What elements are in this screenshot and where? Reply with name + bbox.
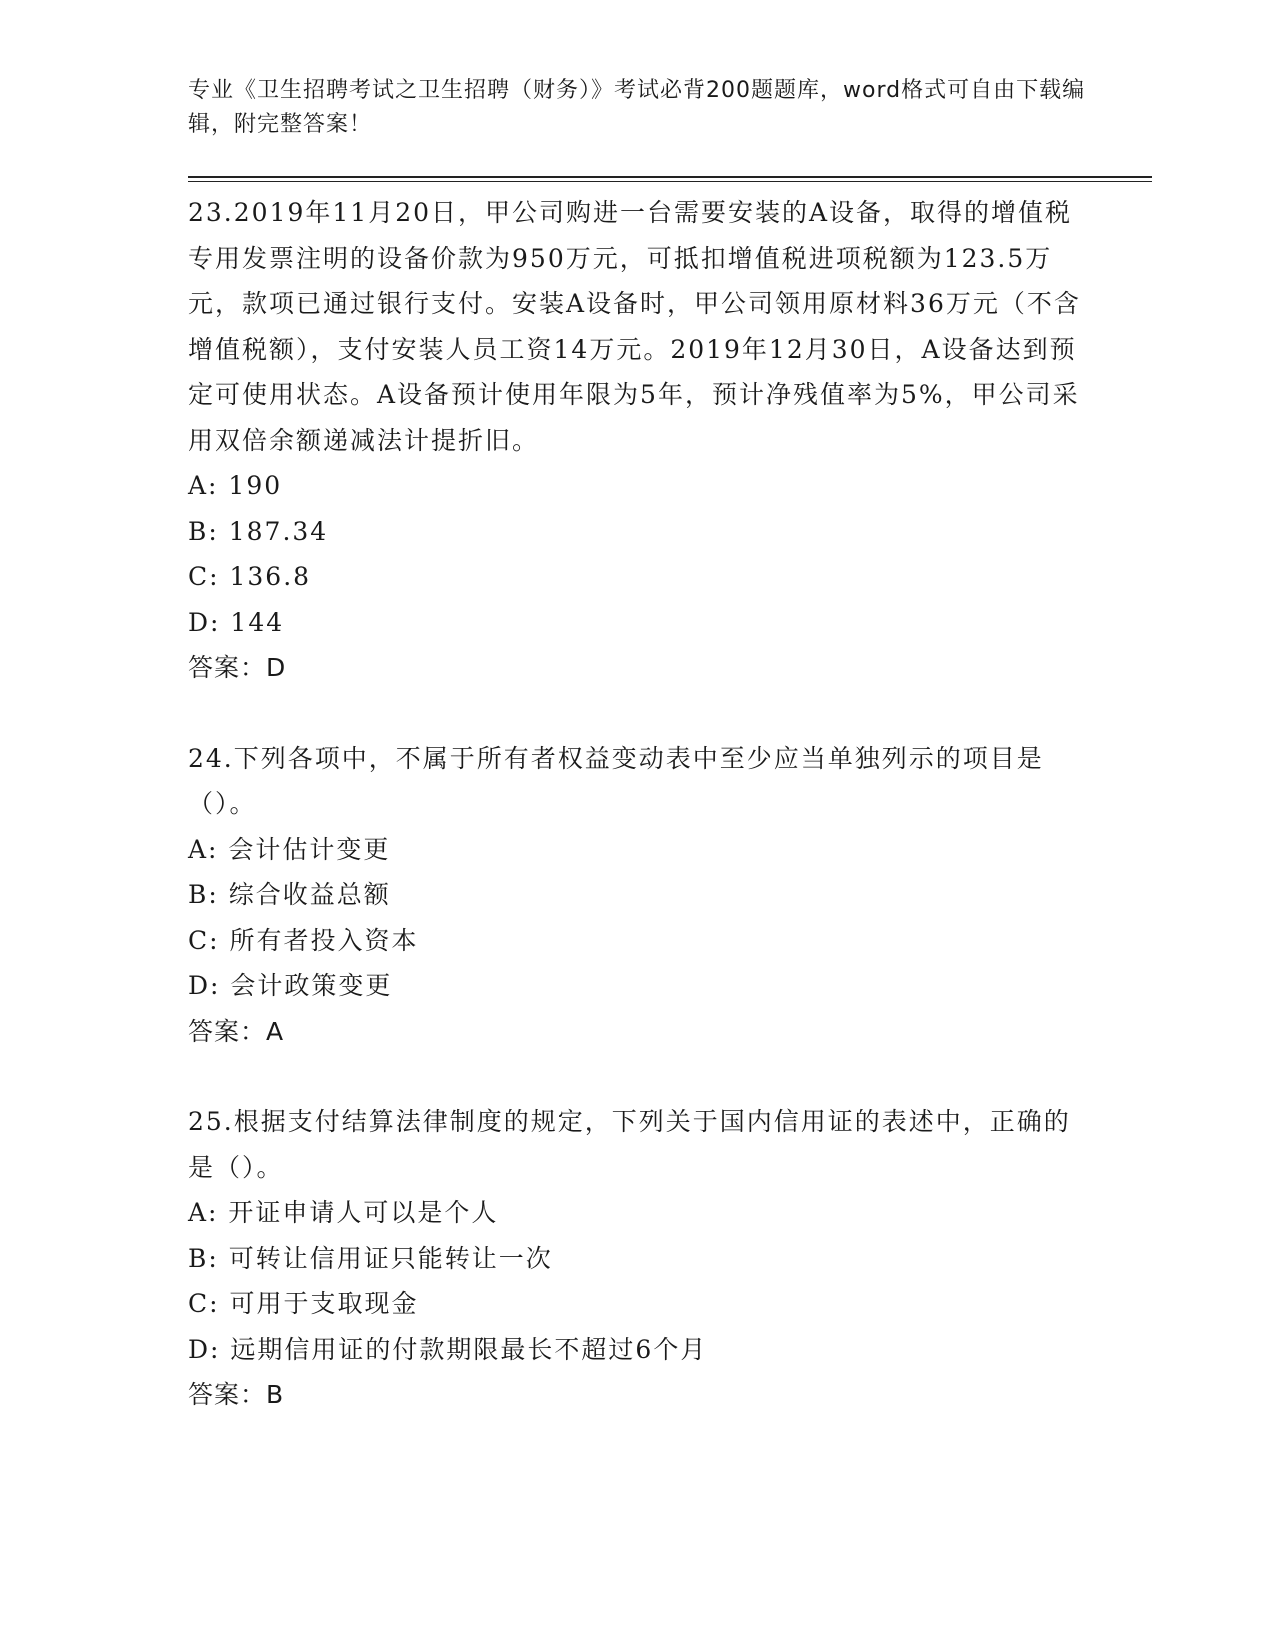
option-a: A: 会计估计变更 <box>188 834 391 864</box>
document-header: 专业《卫生招聘考试之卫生招聘（财务）》考试必背200题题库，word格式可自由下载编辑，附完整答案！ <box>188 78 1086 137</box>
option-c: C: 136.8 <box>188 562 312 591</box>
option-a: A: 开证申请人可以是个人 <box>188 1198 499 1227</box>
option-d: D: 远期信用证的付款期限最长不超过6个月 <box>188 1334 708 1364</box>
question-stem: 24.下列各项中，不属于所有者权益变动表中至少应当单独列示的项目是（）。 <box>188 743 1044 818</box>
question-stem: 25.根据支付结算法律制度的规定，下列关于国内信用证的表述中，正确的是（）。 <box>188 1107 1071 1182</box>
option-b: B: 综合收益总额 <box>188 880 391 909</box>
question-list <box>188 190 1088 1418</box>
option-b: B: 187.34 <box>188 516 329 546</box>
option-d: D: 会计政策变更 <box>188 971 393 1000</box>
question-23 <box>188 190 1088 691</box>
header-rule-thick <box>188 176 1152 178</box>
answer-label: 答案：B <box>188 1380 285 1409</box>
option-a: A: 190 <box>188 471 283 500</box>
option-d: D: 144 <box>188 607 285 637</box>
answer-label: 答案：A <box>188 1016 285 1046</box>
question-25 <box>188 1099 1088 1418</box>
option-c: C: 可用于支取现金 <box>188 1289 419 1318</box>
option-b: B: 可转让信用证只能转让一次 <box>188 1243 553 1273</box>
question-spacer <box>188 1054 1088 1099</box>
question-stem: 23.2019年11月20日，甲公司购进一台需要安装的A设备，取得的增值税专用发票注明的设备价款为950万元，可抵扣增值税进项税额为123.5万元，款项已通过银行支付。安装A设备时，甲公司领用原材料36万元（不含增值税额），支付安装人员工资14万元。2019年12月30日，A设备达到预定可使用状态。A设备预计使用年限为5年，预计净残值率为5%，甲公司采用双倍余额递减法计提折旧。 <box>188 198 1081 455</box>
answer-label: 答案：D <box>188 653 287 682</box>
header-rule-thin <box>188 181 1152 182</box>
question-spacer <box>188 691 1088 736</box>
question-24 <box>188 736 1088 1055</box>
option-c: C: 所有者投入资本 <box>188 925 419 955</box>
